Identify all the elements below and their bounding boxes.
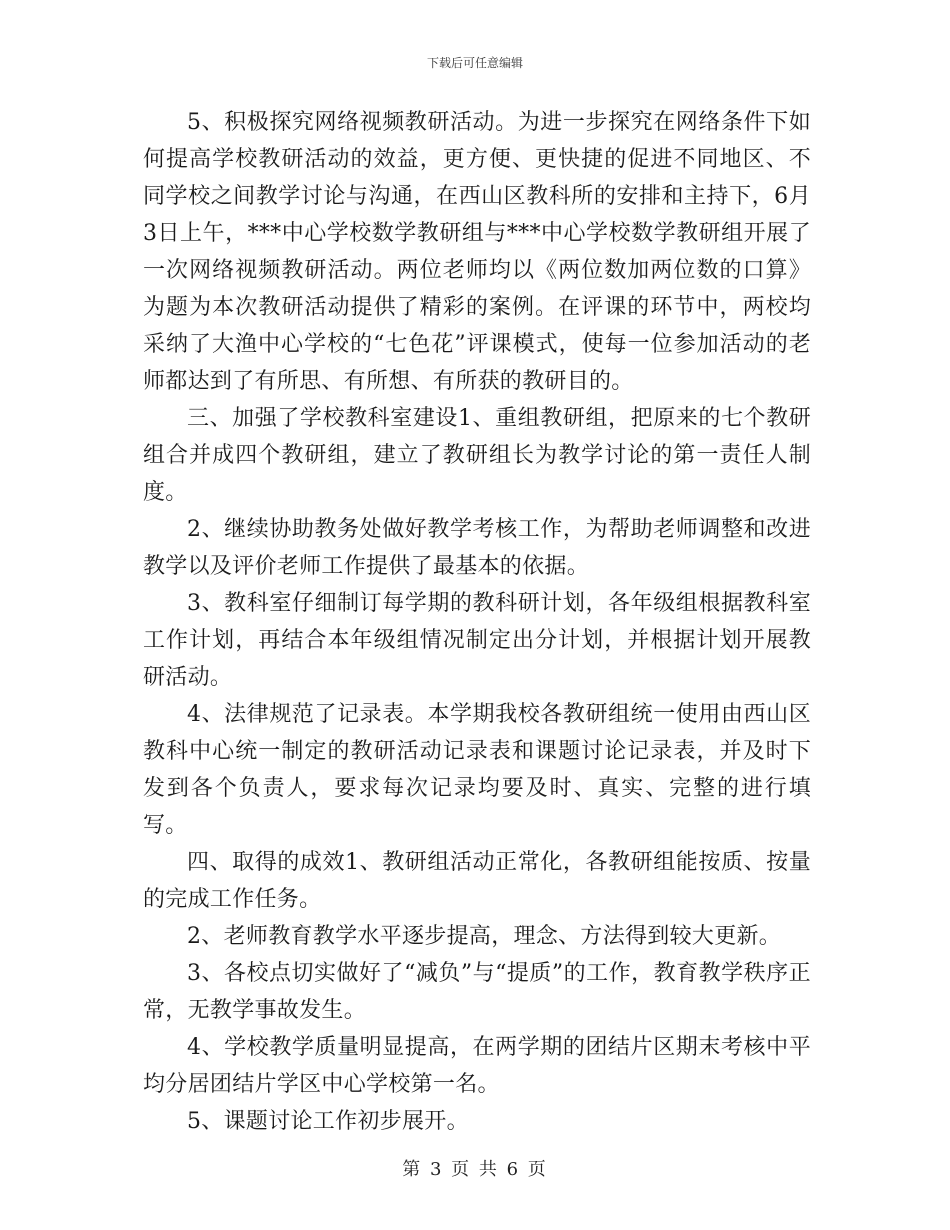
paragraph-section-four: 四、取得的成效1、教研组活动正常化，各教研组能按质、按量的完成工作任务。 [143,850,811,912]
paragraph-section-three: 三、加强了学校教科室建设1、重组教研组，把原来的七个教研组合并成四个教研组，建立了教研组长为教学讨论的第一责任人制度。 [143,406,811,505]
paragraph-teacher-level: 2、老师教育教学水平逐步提高，理念、方法得到较大更新。 [187,924,782,949]
paragraph-teaching-quality: 4、学校教学质量明显提高，在两学期的团结片区期末考核中平均分居团结片学区中心学校第一名。 [143,1035,811,1097]
paragraph-topic-research: 5、课题讨论工作初步展开。 [187,1109,469,1134]
paragraph-record-forms: 4、法律规范了记录表。本学期我校各教研组统一使用由西山区教科中心统一制定的教研活动记录表和课题讨论记录表，并及时下发到各个负责人，要求每次记录均要及时、真实、完整的进行填写。 [143,702,811,838]
page-number: 第 3 页 共 6 页 [402,1159,548,1180]
document-body [143,104,811,1140]
paragraph-burden-quality: 3、各校点切实做好了“减负”与“提质”的工作，教育教学秩序正常，无教学事故发生。 [143,961,811,1023]
paragraph-online-video-research: 5、积极探究网络视频教研活动。为进一步探究在网络条件下如何提高学校教研活动的效益，更方便、更快捷的促进不同地区、不同学校之间教学讨论与沟通，在西山区教科所的安排和主持下，6月3日上午，***中心学校数学教研组与***中心学校数学教研组开展了一次网络视频教研活动。两位老师均以《两位数加两位数的口算》为题为本次教研活动提供了精彩的案例。在评课的环节中，两校均采纳了大渔中心学校的“七色花”评课模式，使每一位参加活动的老师都达到了有所思、有所想、有所获的教研目的。 [143,110,811,394]
page-header: 下载后可任意编辑 [426,56,523,70]
paragraph-research-plan: 3、教科室仔细制订每学期的教科研计划，各年级组根据教科室工作计划，再结合本年级组情况制定出分计划，并根据计划开展教研活动。 [143,591,811,690]
paragraph-assessment-work: 2、继续协助教务处做好教学考核工作，为帮助老师调整和改进教学以及评价老师工作提供了最基本的依据。 [143,517,811,579]
